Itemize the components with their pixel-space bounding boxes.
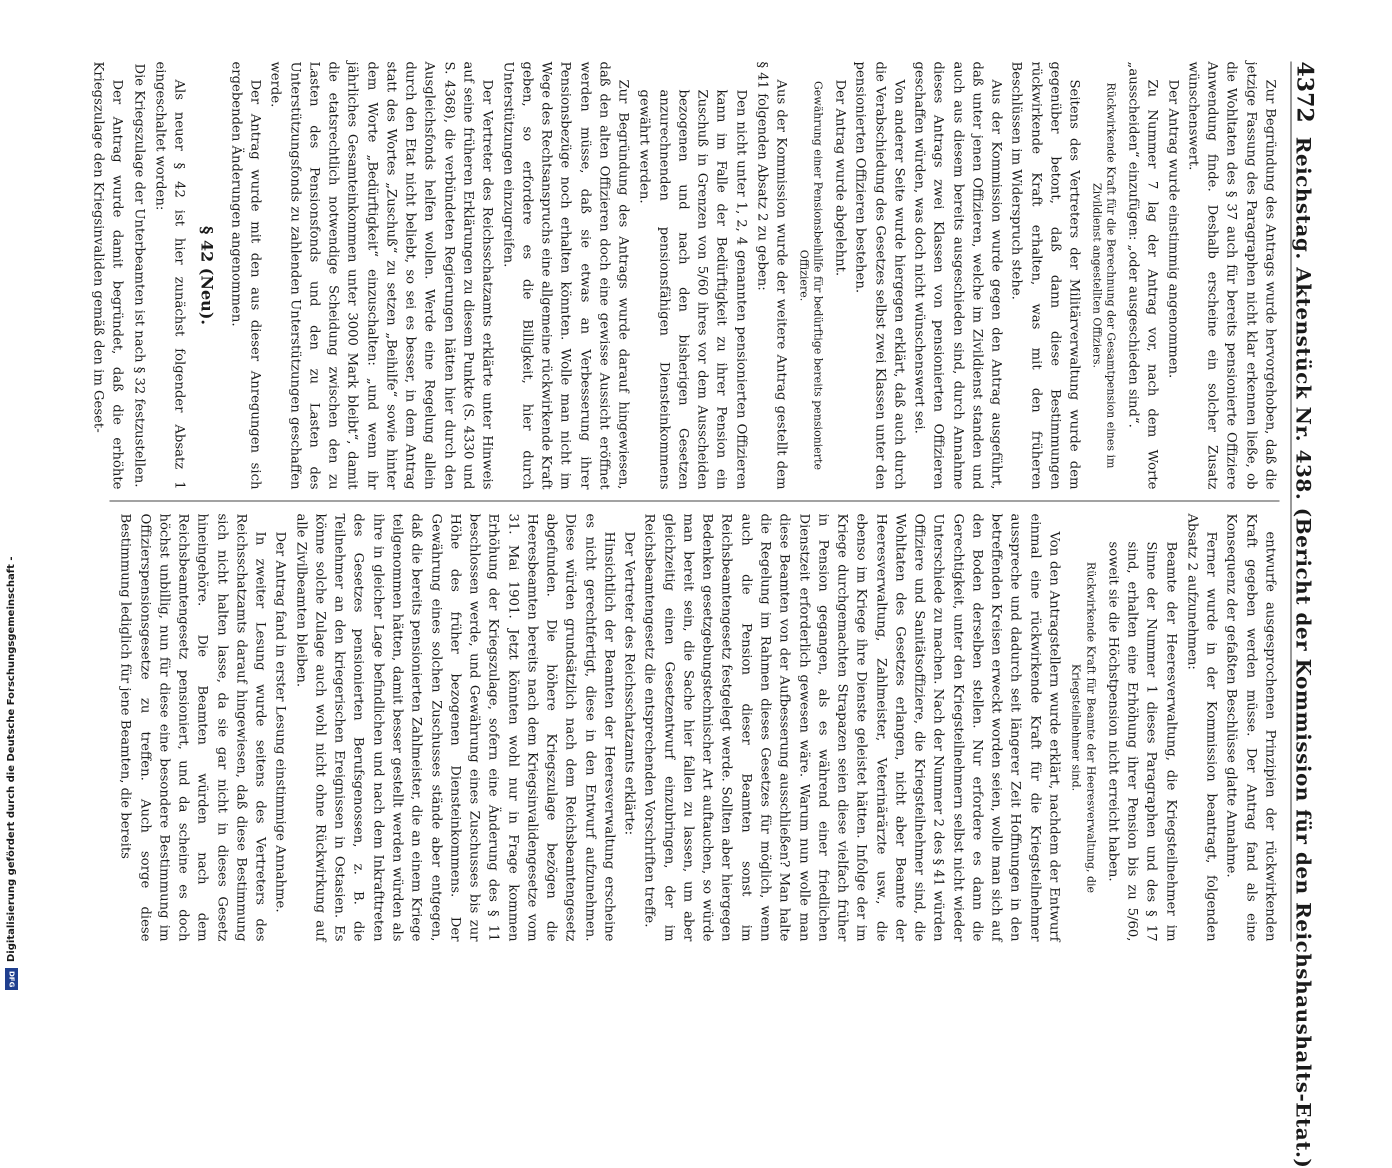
paragraph: Hinsichtlich der Beamten der Heeresverwaltung erscheine es nicht gerechtfertigt, diese in den Entwurf aufzunehmen. Diese würden grundsätzlich nach dem Reichsbeamtengesetz abgefunden. Die höhere Kriegszulage bezögen die Heeresbeamten bereits nach dem Kriegsinvalidengesetze vom 31. Mai 1901. Jetzt könnten wohl nur in Frage kommen Erhöhung der Kriegszulage, sofern eine Änderung des § 11 beschlossen werde, und Gewährung eines Zuschusses bis zur Höhe des früher bezogenen Diensteinkommens. Der Gewährung eines solchen Zuschusses stände aber entgegen, daß die bereits pensionierten Zahlmeister, die an einem Kriege teilgenommen hätten, damit besser gestellt werden würden als ihre in gleicher Lage befindlichen und nach dem Inkrafttreten des Gesetzes pensionierten Berufsgenossen, z. B. die Teilnehmer an den kriegerischen Ereignissen in Ostasien. Es könne solche Zulage auch wohl nicht ohne Rückwirkung auf alle Zivilbeamten bleiben. <box>293 513 617 942</box>
paragraph: Der Antrag wurde abgelehnt. <box>832 79 848 277</box>
paragraph: Der Antrag wurde mit den aus dieser Anregungen sich ergebenden Änderungen angenommen. <box>228 61 263 490</box>
column-divider <box>110 501 1280 502</box>
document-page <box>9 2 1392 1168</box>
dfg-logo <box>5 968 18 990</box>
paragraph: Beamte der Heeresverwaltung, die Kriegsteilnehmer im Sinne der Nummer 1 dieses Paragraphen und des § 17 sind, erhalten eine Erhöhung ihrer Pension bis zu 5/60, soweit sie die Höchstpension nicht erreicht haben. <box>1105 541 1179 942</box>
paragraph: Als neuer § 42 ist hier zunächst folgender Absatz 1 eingeschaltet worden: <box>152 61 187 490</box>
paragraph: entwurfe ausgesprochenen Prinzipien der rückwirkenden Kraft gegeben werden müsse. Der Antrag fand als eine Konsequenz der gefaßten Beschlüsse glatte Annahme. <box>1223 513 1278 942</box>
sidenote-heading: Rückwirkende Kraft für Beamte der Heeresverwaltung, die Kriegsteilnehmer sind. <box>1069 561 1098 894</box>
paragraph: Zu Nummer 7 lag der Antrag vor, nach dem Worte „ausscheiden“ einzufügen: „oder ausgeschieden sind“. <box>1125 61 1160 490</box>
paragraph: Der Antrag wurde damit begründet, daß die erhöhte Kriegszulage den Kriegsinvaliden gemäß den im Geset- <box>90 61 125 490</box>
digitization-credit: Digitalisierung gefördert durch die Deutsche Forschungsgemeinschaft - <box>6 556 17 962</box>
paragraph: Zur Begründung des Antrags wurde darauf hingewiesen, daß den alten Offizieren doch eine gewisse Aussicht eröffnet werden müsse, daß sie etwas an Verbesserung ihrer Pensionsbezüge noch erhalten könnten. Wolle man nicht im Wege des Rechtsanspruchs eine allgemeine rückwirkende Kraft geben, so erfordere es die Billigkeit, hier durch Unterstützungen einzugreifen. <box>500 61 631 490</box>
paragraph: In zweiter Lesung wurde seitens des Vertreters des Reichsschatzamts darauf hingewiesen, daß diese Bestimmung sich nicht halten lasse, da sie gar nicht in dieses Gesetz hineingehöre. Die Beamten würden nach dem Reichsbeamtengesetz pensioniert, und da scheine es doch höchst unbillig, nun für diese eine besondere Bestimmung im Offizierspensionsgesetze zu treffen. Auch sorge diese Bestimmung lediglich für jene Beamten, die bereits <box>117 513 268 942</box>
paragraph: Von anderer Seite wurde hiergegen erklärt, daß auch durch die Verabschiedung des Gesetzes selbst zwei Klassen unter den pensionierten Offizieren bestehen. <box>852 61 907 490</box>
running-title: Reichstag. Aktenstück Nr. 438. (Bericht der Kommission für den Reichshaushalts-Etat.) <box>1291 136 1316 1168</box>
paragraph: Den nicht unter 1, 2, 4 genannten pensionierten Offizieren kann im Falle der Bedürftigkeit zu ihrer Pension ein Zuschuß in Grenzen von 5/60 ihres vor dem Ausscheiden bezogenen und nach den bisherigen Gesetzen anzurechnenden pensionsfähigen Diensteinkommens gewährt werden. <box>636 89 749 490</box>
sidenote-heading: Rückwirkende Kraft für die Berechnung der Gesamtpension eines im Zivildienst angestellten Offiziers. <box>1090 82 1118 469</box>
paragraph: Die Kriegszulage der Unterbeamten ist nach § 32 festzustellen. <box>131 63 147 488</box>
paragraph: Aus der Kommission wurde der weitere Antrag gestellt dem § 41 folgenden Absatz 2 zu geben: <box>754 61 789 490</box>
left-column <box>90 61 1280 490</box>
dfg-logo-text: DFG <box>7 970 16 988</box>
page-header <box>1291 61 1332 1168</box>
paragraph: Der Vertreter des Reichsschatzamts erklärte: <box>621 531 637 836</box>
paragraph: Der Vertreter des Reichsschatzamts erklärte unter Hinweis auf seine früheren Erklärungen zu diesem Punkte (S. 4330 und S. 4368), die verbündeten Regierungen hätten hier durch den Ausgleichsfonds helfen wollen. Werde eine Regelung allein durch den Etat nicht beliebt, so sei es besser, in dem Antrag statt des Wortes „Zuschuß“ zu setzen „Beihilfe“ sowie hinter dem Worte „Bedürftigkeit“ einzuschalten: „und wenn ihr jährliches Gesamteinkommen unter 3000 Mark bleibt“, damit die etatsrechtlich notwendige Scheidung zwischen den zu Lasten des Pensionsfonds und den zu Lasten des Unterstützungsfonds zu zahlenden Unterstützungen geschaffen werde. <box>267 61 495 490</box>
paragraph: Seitens des Vertreters der Militärverwaltung wurde dem gegenüber betont, daß dann diese Bestimmungen rückwirkende Kraft erhalten, was mit den früheren Beschlüssen im Widerspruch stehe. <box>1008 61 1082 490</box>
paragraph: Ferner wurde in der Kommission beantragt, folgenden Absatz 2 aufzunehmen: <box>1184 513 1219 942</box>
sidenote-heading: Gewährung einer Pensionsbeihilfe für bedürftige bereits pensionierte Offiziere. <box>797 80 825 470</box>
section-heading: § 42 (Neu). <box>197 226 217 325</box>
right-column <box>100 514 1280 942</box>
page-number: 4372 <box>1291 61 1318 123</box>
paragraph: Von den Antragstellern wurde erklärt, nachdem der Entwurf einmal eine rückwirkende Kraft für die Kriegsteilnehmer ausspreche und dadurch seit längerer Zeit Hoffnungen in den betreffenden Kreisen erweckt worden seien, wolle man sich auf den Boden derselben stellen. Nur erfordere es dann die Gerechtigkeit, unter den Kriegsteilnehmern selbst nicht wieder Unterschiede zu machen. Nach der Nummer 2 des § 41 würden Offiziere und Sanitätsoffiziere, die Kriegsteilnehmer sind, die Wohltaten des Gesetzes erlangen, nicht aber Beamte der Heeresverwaltung, Zahlmeister, Veterinärärzte usw., die ebenso im Kriege ihre Dienste geleistet hätten. Infolge der im Kriege durchgemachten Strapazen seien diese vielfach früher in Pension gegangen, als es während einer friedlichen Dienstzeit erforderlich gewesen wäre. Warum nun wolle man diese Beamten von der Aufbesserung ausschließen? Man halte die Regelung im Rahmen dieses Gesetzes für möglich, wenn auch die Pension dieser Beamten sonst im Reichsbeamtengesetz festgelegt werde. Sollten aber hiergegen Bedenken gesetzgebungstechnischer Art auftauchen, so würde man bereit sein, die Sache hier fallen zu lassen, um aber gleichzeitig einen Gesetzentwurf einzubringen, der im Reichsbeamtengesetz die entsprechenden Vorschriften treffe. <box>641 513 1062 942</box>
paragraph: Der Antrag wurde einstimmig angenommen. <box>1165 79 1181 379</box>
paragraph: Der Antrag fand in erster Lesung einstimmige Annahme. <box>272 531 288 913</box>
paragraph: Aus der Kommission wurde gegen den Antrag ausgeführt, daß unter jenen Offizieren, welche im Zivildienst standen und auch aus diesem bereits ausgeschieden sind, durch Annahme dieses Antrags zwei Klassen von pensionierten Offizieren geschaffen würden, was doch nicht wünschenswert sei. <box>911 61 1004 490</box>
paragraph: Zur Begründung des Antrags wurde hervorgehoben, daß die jetzige Fassung des Paragraphen nicht klar erkennen ließe, ob die Wohltaten des § 37 auch für bereits pensionierte Offiziere Anwendung finde. Deshalb erscheine ein solcher Zusatz wünschenswert. <box>1185 61 1278 490</box>
